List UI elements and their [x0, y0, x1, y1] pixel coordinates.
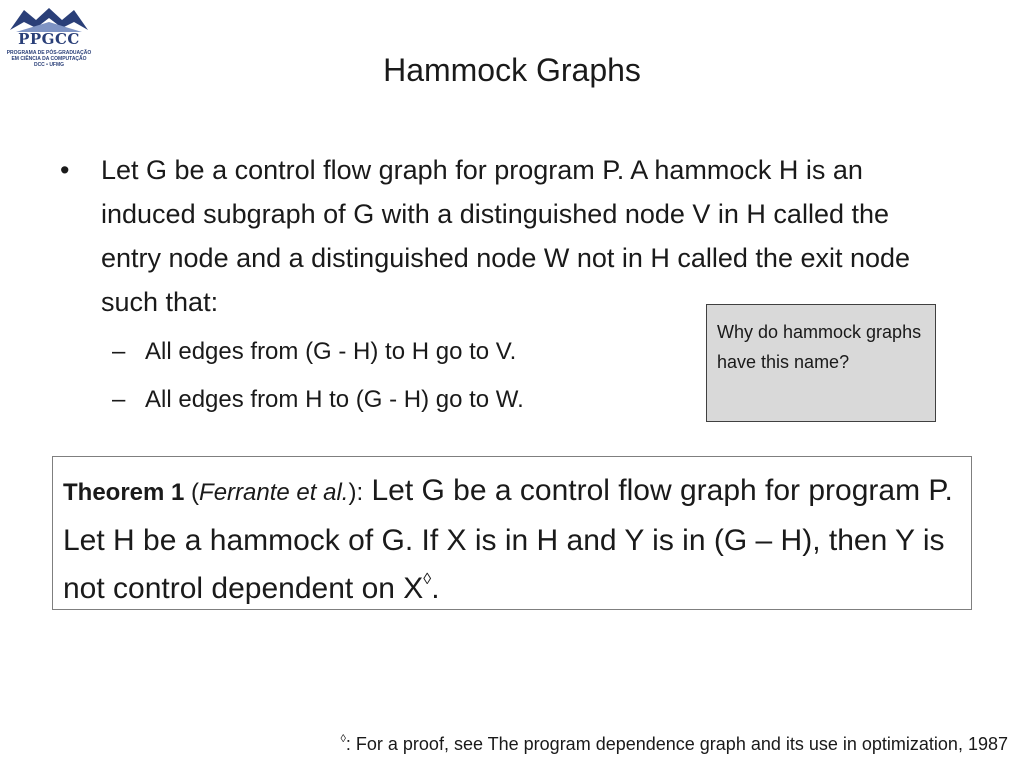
theorem-body: Let G be a control flow graph for program P. Let H be a hammock of G. If X is in H and Y is in (G – H), then Y is not control dependent on X — [63, 474, 953, 605]
theorem-end: . — [431, 572, 440, 605]
footnote — [340, 734, 1008, 755]
bullet-item — [60, 148, 951, 324]
bullet-text: Let G be a control flow graph for program P. A hammock H is an induced subgraph of G with a distinguished node V in H called the entry node and a distinguished node W not in H called the exit node such that: — [101, 155, 911, 317]
bullet-marker: • — [60, 155, 70, 185]
logo-subtitle-1: PROGRAMA DE PÓS-GRADUAÇÃO — [6, 50, 92, 56]
sub-bullet-text: All edges from (G - H) to H go to V. — [145, 338, 517, 365]
logo-wordmark: PPGCC — [18, 30, 80, 48]
theorem-label: Theorem 1 — [63, 479, 185, 506]
sub-bullet-text: All edges from H to (G - H) go to W. — [145, 386, 524, 413]
logo-subtitle-3: DCC • UFMG — [33, 62, 65, 68]
sub-bullet-marker: – — [112, 338, 126, 365]
footnote-diamond-mark: ◊ — [340, 733, 346, 745]
theorem-open-paren: ( — [184, 479, 200, 506]
sub-bullet-marker: – — [112, 386, 126, 413]
logo-subtitle-2: EM CIÊNCIA DA COMPUTAÇÃO — [11, 56, 87, 62]
footnote-text: : For a proof, see The program dependence graph and its use in optimization, 1987 — [345, 734, 1008, 754]
slide-title: Hammock Graphs — [383, 52, 641, 88]
theorem-close-paren: ): — [348, 479, 364, 506]
theorem-box — [52, 456, 972, 610]
theorem-citation: Ferrante et al. — [199, 479, 349, 506]
question-callout: Why do hammock graphs have this name? — [706, 304, 936, 422]
diamond-footnote-mark: ◊ — [423, 571, 432, 588]
